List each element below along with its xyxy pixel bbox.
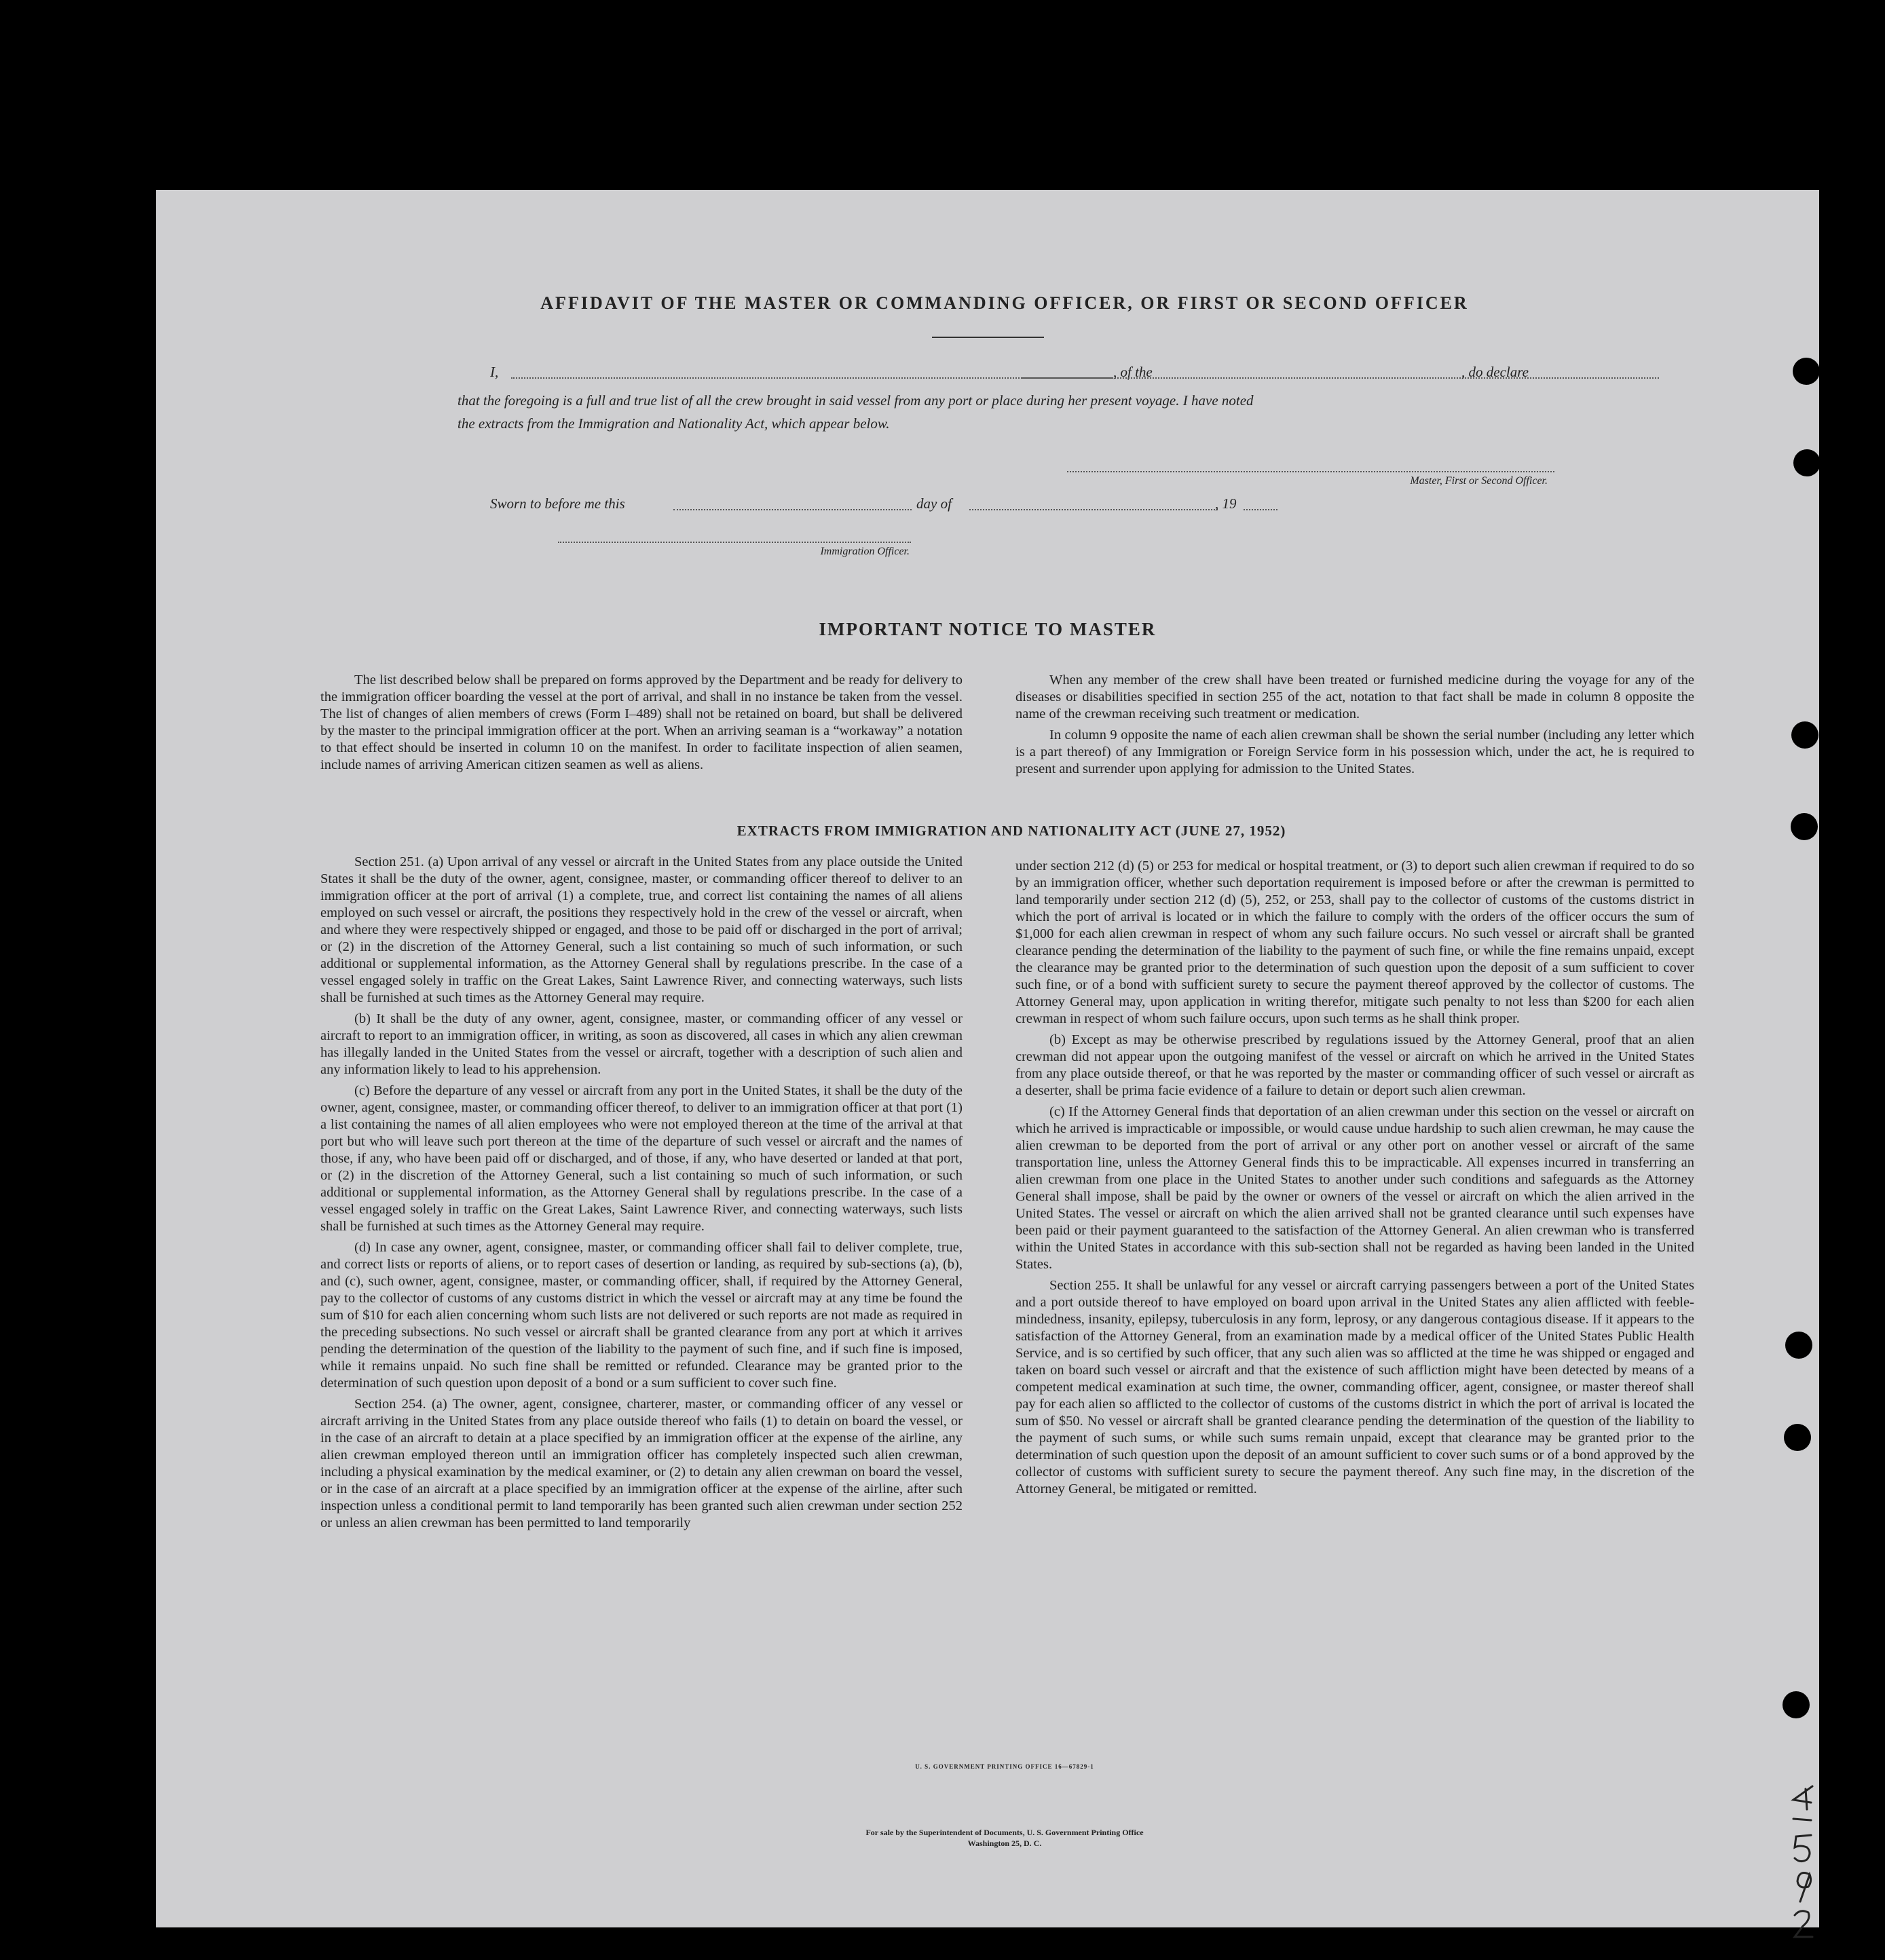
section-251-b: (b) It shall be the duty of any owner, agent, consignee, master, or commanding officer of any vessel or aircraft to report to an immigration officer, in writing, as soon as discovered, all cases in which any alien crewman has illegally landed in the United States from the vessel or aircraft, together with a description of such alien and any information likely to lead to his apprehension. xyxy=(320,1011,963,1077)
notice-right-paragraph-2: In column 9 opposite the name of each alien crewman shall be shown the serial number (including any letter which is a part thereof) of any Immigration or Foreign Service form in his possession which, under the act, he is required to present and surrender upon applying for admission to the United States. xyxy=(1015,728,1694,776)
punch-hole xyxy=(1793,358,1820,385)
section-251-c: (c) Before the departure of any vessel or aircraft from any port in the United States, it shall be the duty of the owner, agent, consignee, master, or commanding officer thereof, to deliver to an immigration officer at that port (1) a list containing the names of all alien employees who were not employed thereon at the time of the arrival at that port but who will leave such port thereon at the time of the departure of such vessel or aircraft and the names of those, if any, who have been paid off or discharged, and of those, if any, who have deserted or landed at that port, or (2) in the discretion of the Attorney General, such a list containing so much of such information, or such additional or supplemental information, as the Attorney General shall by regulations prescribe. In the case of a vessel engaged solely in traffic on the Great Lakes, Saint Lawrence River, and connecting waterways, such lists shall be furnished at such times as the Attorney General may require. xyxy=(320,1083,963,1234)
section-254-a-continued: under section 212 (d) (5) or 253 for medical or hospital treatment, or (3) to deport such alien crewman if required to do so by an immigration officer, whether such deportation requirement is imposed before or after the crewman is permitted to land temporarily under section 212 (d) (5), 252, or 253, shall pay to the collector of customs of the customs district in which the port of arrival is located or in which the failure to comply with the orders of the officer occurs the sum of $1,000 for each alien crewman in respect of whom any such failure occurs. No such vessel or aircraft shall be granted clearance pending the determination of the liability to the payment of such fine, or while the fine remains unpaid, except the clearance may be granted prior to the determination of such question upon the deposit of a sum sufficient to cover such fine, or of a bond with sufficient surety to secure the payment thereof approved by the collector of customs. The Attorney General may, upon application in writing therefor, mitigate such penalty to not less than $200 for each alien crewman in respect of whom such failure occurs, upon such terms as he shall think proper. xyxy=(1015,859,1694,1026)
decl-line-2: that the foregoing is a full and true list of all the crew brought in said vessel from any port or place during her present voyage. I have noted xyxy=(458,392,1254,409)
notice-left-column xyxy=(320,672,963,774)
punch-hole xyxy=(1793,449,1821,476)
form-page xyxy=(156,190,1819,1927)
punch-hole xyxy=(1783,1691,1810,1718)
affidavit-title: AFFIDAVIT OF THE MASTER OR COMMANDING OFFICER, OR FIRST OR SECOND OFFICER xyxy=(540,293,1469,313)
sworn-day-of: day of xyxy=(916,495,952,512)
decl-of-the: , of the xyxy=(1113,364,1153,380)
section-254-b: (b) Except as may be otherwise prescribed by regulations issued by the Attorney General, proof that an alien crewman did not appear upon the outgoing manifest of the vessel or aircraft on which he arrived in the United States from any place outside thereof, or that he was reported by the master or commanding officer of such vessel or aircraft as a deserter, shall be prima facie evidence of a failure to detain or deport such alien crewman. xyxy=(1015,1032,1694,1098)
sale-line-2: Washington 25, D. C. xyxy=(967,1839,1042,1848)
sale-notice xyxy=(699,1827,1310,1849)
section-254-a: Section 254. (a) The owner, agent, consignee, charterer, master, or commanding officer of any vessel or aircraft arriving in the United States from any place outside thereof who fails (1) to detain on board the vessel, or in the case of an aircraft to detain at a place specified by an immigration officer at the expense of the airline, any alien crewman employed thereon until an immigration officer has completely inspected such alien crewman, including a physical examination by the medical examiner, or (2) to detain any alien crewman on board the vessel, or in the case of an aircraft at a place specified by an immigration officer at the expense of the airline, after such inspection unless a conditional permit to land temporarily has been granted such alien crewman under section 252 or unless an alien crewman has been permitted to land temporarily xyxy=(320,1397,963,1530)
master-signature-line[interactable] xyxy=(1067,471,1554,472)
extracts-left-column xyxy=(320,854,963,1532)
sworn-day-line[interactable] xyxy=(673,509,912,510)
decl-do-declare: , do declare xyxy=(1461,364,1529,380)
handwritten-number-41592 xyxy=(1780,1779,1821,1956)
immigration-officer-signature-line[interactable] xyxy=(558,542,911,543)
notice-title: IMPORTANT NOTICE TO MASTER xyxy=(819,619,1157,639)
section-251-a: Section 251. (a) Upon arrival of any vessel or aircraft in the United States from any place outside the United States it shall be the duty of the owner, agent, consignee, master, or commanding officer thereof to deliver to an immigration officer at the port of arrival (1) a complete, true, and correct list containing the names of all aliens employed on such vessel or aircraft, the positions they respectively hold in the crew of the vessel or aircraft, when and where they were respectively shipped or engaged, and those to be paid off or discharged in the port of arrival; or (2) in the discretion of the Attorney General, such a list containing so much of such information, or such additional or supplemental information, as the Attorney General shall by regulations prescribe. In the case of a vessel engaged solely in traffic on the Great Lakes, Saint Lawrence River, and connecting waterways, such lists shall be furnished at such times as the Attorney General may require. xyxy=(320,854,963,1005)
extracts-title: EXTRACTS FROM IMMIGRATION AND NATIONALITY ACT (JUNE 27, 1952) xyxy=(736,823,1286,839)
notice-left-paragraph: The list described below shall be prepared on forms approved by the Department and be ready for delivery to the immigration officer boarding the vessel at the port of arrival, and shall in no instance be taken from the vessel. The list of changes of alien members of crews (Form I–489) shall not be retained on board, but shall be delivered by the master to the principal immigration officer at the port. When an arriving seaman is a “workaway” a notation to that effect should be inserted in column 10 on the manifest. In order to facilitate inspection of alien seamen, include names of arriving American citizen seamen as well as aliens. xyxy=(320,673,963,772)
notice-right-column xyxy=(1015,672,1694,778)
sworn-year-line[interactable] xyxy=(1244,509,1277,510)
punch-hole xyxy=(1785,1332,1812,1359)
sworn-prefix: Sworn to before me this xyxy=(490,495,625,512)
vessel-name-line[interactable] xyxy=(1022,377,1659,379)
title-rule xyxy=(932,337,1044,338)
extracts-right-column xyxy=(1015,858,1694,1498)
punch-hole xyxy=(1791,813,1818,840)
decl-line-3: the extracts from the Immigration and Nationality Act, which appear below. xyxy=(458,415,890,432)
notice-right-paragraph-1: When any member of the crew shall have been treated or furnished medicine during the voyage for any of the diseases or disabilities specified in section 255 of the act, notation to that fact shall be made in column 8 opposite the name of the crewman receiving such treatment or medication. xyxy=(1015,673,1694,721)
sworn-year: , 19 xyxy=(1215,495,1237,512)
sale-line-1: For sale by the Superintendent of Documents, U. S. Government Printing Office xyxy=(865,1828,1144,1837)
punch-hole xyxy=(1784,1424,1811,1451)
immigration-officer-label: Immigration Officer. xyxy=(820,546,910,557)
section-251-d: (d) In case any owner, agent, consignee, master, or commanding officer shall fail to deliver complete, true, and correct lists or reports of aliens, or to report cases of desertion or landing, as required by sub-sections (a), (b), and (c), such owner, agent, consignee, master, or commanding officer, shall, if required by the Attorney General, pay to the collector of customs of any customs district in which the vessel or aircraft may at any time be found the sum of $10 for each alien concerning whom such lists are not delivered or such reports are not made as required in the preceding subsections. No such vessel or aircraft shall be granted clearance from any port at which it arrives pending the determination of the question of the liability to the payment of such fine, and if such fine is imposed, while it remains unpaid. No such fine shall be remitted or refunded. Clearance may be granted prior to the determination of such question upon deposit of a bond or a sum sufficient to cover such fine. xyxy=(320,1240,963,1391)
gpo-imprint: U. S. GOVERNMENT PRINTING OFFICE 16—67829-1 xyxy=(915,1763,1094,1770)
sworn-month-line[interactable] xyxy=(969,509,1218,510)
punch-hole xyxy=(1791,721,1818,749)
decl-i: I, xyxy=(490,364,499,380)
section-255: Section 255. It shall be unlawful for any vessel or aircraft carrying passengers between a port of the United States and a port outside thereof to have employed on board upon arrival in the United States any alien afflicted with feeble-mindedness, insanity, epilepsy, tuberculosis in any form, leprosy, or any dangerous contagious disease. If it appears to the satisfaction of the Attorney General, from an examination made by a medical officer of the United States Public Health Service, and is so certified by such officer, that any such alien was so afflicted at the time he was shipped or engaged and taken on board such vessel or aircraft and that the existence of such affliction might have been detected by means of a competent medical examination at such time, the owner, commanding officer, agent, consignee, or master thereof shall pay for each alien so afflicted to the collector of customs of the customs district in which the port of arrival is located the sum of $50. No vessel or aircraft shall be granted clearance pending the determination of the question of the liability to the payment of such sums, or while such sums remain unpaid, except that clearance may be granted prior to the determination of such question upon the deposit of an amount sufficient to cover such sums or of a bond approved by the collector of customs with sufficient surety to secure the payment thereof. Any such fine may, in the discretion of the Attorney General, be mitigated or remitted. xyxy=(1015,1278,1694,1496)
section-254-c: (c) If the Attorney General finds that deportation of an alien crewman under this section on the vessel or aircraft on which he arrived is impracticable or impossible, or would cause undue hardship to such alien crewman, he may cause the alien crewman to be deported from the port of arrival or any other port on another vessel or aircraft of the same transportation line, unless the Attorney General finds this to be impracticable. All expenses incurred in transferring an alien crewman from one place in the United States to another under such conditions and safeguards as the Attorney General shall impose, shall be paid by the owner or owners of the vessel or aircraft on which the alien arrived in the United States. The vessel or aircraft on which the alien arrived shall not be granted clearance until such expenses have been paid or their payment guaranteed to the satisfaction of the Attorney General. An alien crewman who is transferred within the United States in accordance with this sub-section shall not be regarded as having been landed in the United States. xyxy=(1015,1104,1694,1272)
master-label: Master, First or Second Officer. xyxy=(1410,475,1548,487)
